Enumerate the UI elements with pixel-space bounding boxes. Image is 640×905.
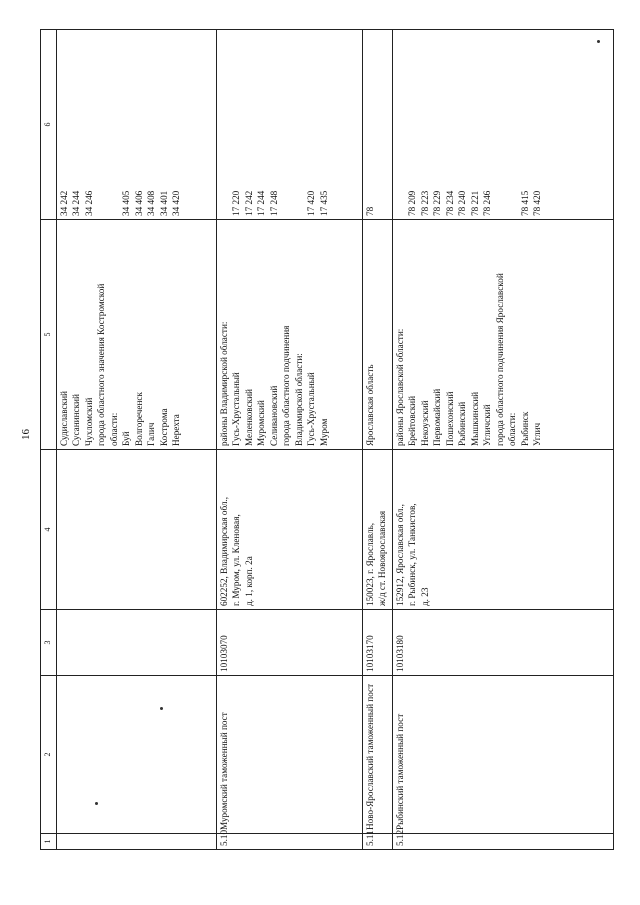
cell-line (394, 33, 407, 216)
areas-cell (56, 220, 216, 450)
cell-line: Рыбинск (519, 411, 530, 446)
cell-line: Муромский (256, 400, 266, 446)
codes-cell (362, 30, 392, 220)
cell-line: города областного подчинения (281, 325, 291, 446)
row-number: 5.11 (362, 834, 392, 850)
table-row (362, 30, 392, 850)
cell-line: г. Рыбинск, ул. Танкистов, (407, 503, 417, 606)
cell-line: 78 221 (469, 190, 480, 216)
cell-line: Сусанинский (71, 394, 81, 446)
cell-line: Углич (532, 422, 542, 446)
codes-cell (56, 30, 216, 220)
cell-line: Буй (121, 431, 131, 446)
cell-line: Муром (318, 418, 329, 446)
page-number: 16 (20, 429, 32, 440)
cell-line: 34 406 (133, 190, 144, 216)
post-address (56, 450, 216, 610)
cell-line: Некоузский (419, 400, 430, 446)
codes-cell (392, 30, 614, 220)
cell-line (95, 33, 108, 216)
post-address (392, 450, 614, 610)
cell-line: Гусь-Хрустальный (306, 372, 316, 446)
column-number: 4 (41, 450, 57, 610)
cell-line: 78 223 (419, 190, 430, 216)
cell-line: 152912, Ярославская обл., (394, 504, 405, 606)
cell-line (218, 33, 231, 216)
cell-line: 34 408 (146, 190, 156, 216)
cell-line: 34 405 (121, 190, 131, 216)
cell-line: Брейтовский (407, 395, 417, 446)
row-number: 5.12 (392, 834, 614, 850)
cell-line (506, 33, 519, 216)
cell-line: д. 1, корп. 2а (243, 556, 254, 606)
cell-line (293, 33, 306, 216)
post-address (216, 450, 362, 610)
cell-line: ж/д ст. Новоярославская (377, 510, 387, 606)
column-number: 1 (41, 834, 57, 850)
cell-line: районы Владимирской области: (218, 321, 229, 446)
column-number: 5 (41, 220, 57, 450)
cell-line: Судиславский (58, 391, 69, 446)
post-name (56, 676, 216, 834)
column-number-row (41, 30, 57, 850)
cell-line: Гусь-Хрустальный (231, 372, 241, 446)
cell-line: 17 420 (306, 190, 316, 216)
cell-line: 17 242 (243, 190, 254, 216)
cell-line: 34 246 (83, 190, 94, 216)
rotated-table-container (40, 30, 614, 850)
cell-line: Волгореченск (133, 392, 144, 446)
cell-line: 34 401 (158, 190, 169, 216)
areas-cell (216, 220, 362, 450)
cell-line: 78 209 (407, 190, 417, 216)
cell-line: 78 234 (444, 190, 455, 216)
cell-line (108, 33, 121, 216)
post-name: Рыбинский таможенный пост (392, 676, 614, 834)
cell-line: 78 240 (457, 190, 467, 216)
cell-line: 78 420 (532, 190, 542, 216)
cell-line: 78 (364, 206, 375, 216)
table-row (392, 30, 614, 850)
cell-line: Угличский (482, 404, 492, 446)
post-address (362, 450, 392, 610)
cell-line: 17 244 (256, 190, 266, 216)
cell-line: Нерехта (171, 414, 181, 446)
scan-speck (597, 40, 600, 43)
cell-line: 17 435 (318, 190, 329, 216)
cell-line: 17 220 (231, 190, 241, 216)
cell-line: Ярославская область (364, 364, 375, 446)
cell-line: 34 242 (58, 190, 69, 216)
customs-posts-table (40, 29, 614, 850)
cell-line: 78 246 (482, 190, 492, 216)
cell-line: 78 229 (432, 190, 442, 216)
post-name: Муромский таможенный пост (216, 676, 362, 834)
cell-line: города областного подчинения Ярославской (494, 273, 505, 446)
cell-line: районы Ярославской области: (394, 328, 405, 446)
cell-line: 602252, Владимирская обл., (218, 496, 229, 606)
cell-line: д. 23 (419, 587, 430, 606)
cell-line: 150023, г. Ярославль, (364, 522, 375, 606)
cell-line (280, 33, 293, 216)
cell-line: Галич (146, 422, 156, 446)
column-number: 3 (41, 610, 57, 676)
cell-line: Пошехонский (444, 391, 455, 446)
table-row (56, 30, 216, 850)
post-code: 10103070 (216, 610, 362, 676)
cell-line: Меленковский (243, 389, 254, 446)
areas-cell (362, 220, 392, 450)
scan-speck (95, 802, 98, 805)
row-number (56, 834, 216, 850)
cell-line: Селивановский (268, 385, 279, 446)
cell-line: Рыбинский (457, 401, 467, 446)
cell-line: 17 248 (268, 190, 279, 216)
codes-cell (216, 30, 362, 220)
cell-line: 34 244 (71, 190, 81, 216)
post-code: 10103180 (392, 610, 614, 676)
column-number: 6 (41, 30, 57, 220)
column-number: 2 (41, 676, 57, 834)
cell-line: области: (507, 412, 517, 446)
table-row (216, 30, 362, 850)
cell-line (494, 33, 507, 216)
cell-line: 78 415 (519, 190, 530, 216)
cell-line: города областного значения Костромской (96, 283, 106, 446)
cell-line: 34 420 (171, 190, 181, 216)
post-name: Ново-Ярославский таможенный пост (362, 676, 392, 834)
areas-cell (392, 220, 614, 450)
cell-line: Чухломский (83, 397, 94, 446)
cell-line: Владимирской области: (293, 353, 304, 446)
cell-line: Первомайский (432, 388, 442, 446)
cell-line: Мышкинский (469, 391, 480, 446)
row-number: 5.10 (216, 834, 362, 850)
cell-line: г. Муром, ул. Кленовая, (231, 514, 241, 606)
post-code: 10103170 (362, 610, 392, 676)
cell-line: области: (108, 412, 119, 446)
scan-speck (160, 707, 163, 710)
post-code (56, 610, 216, 676)
cell-line: Кострома (158, 408, 169, 446)
